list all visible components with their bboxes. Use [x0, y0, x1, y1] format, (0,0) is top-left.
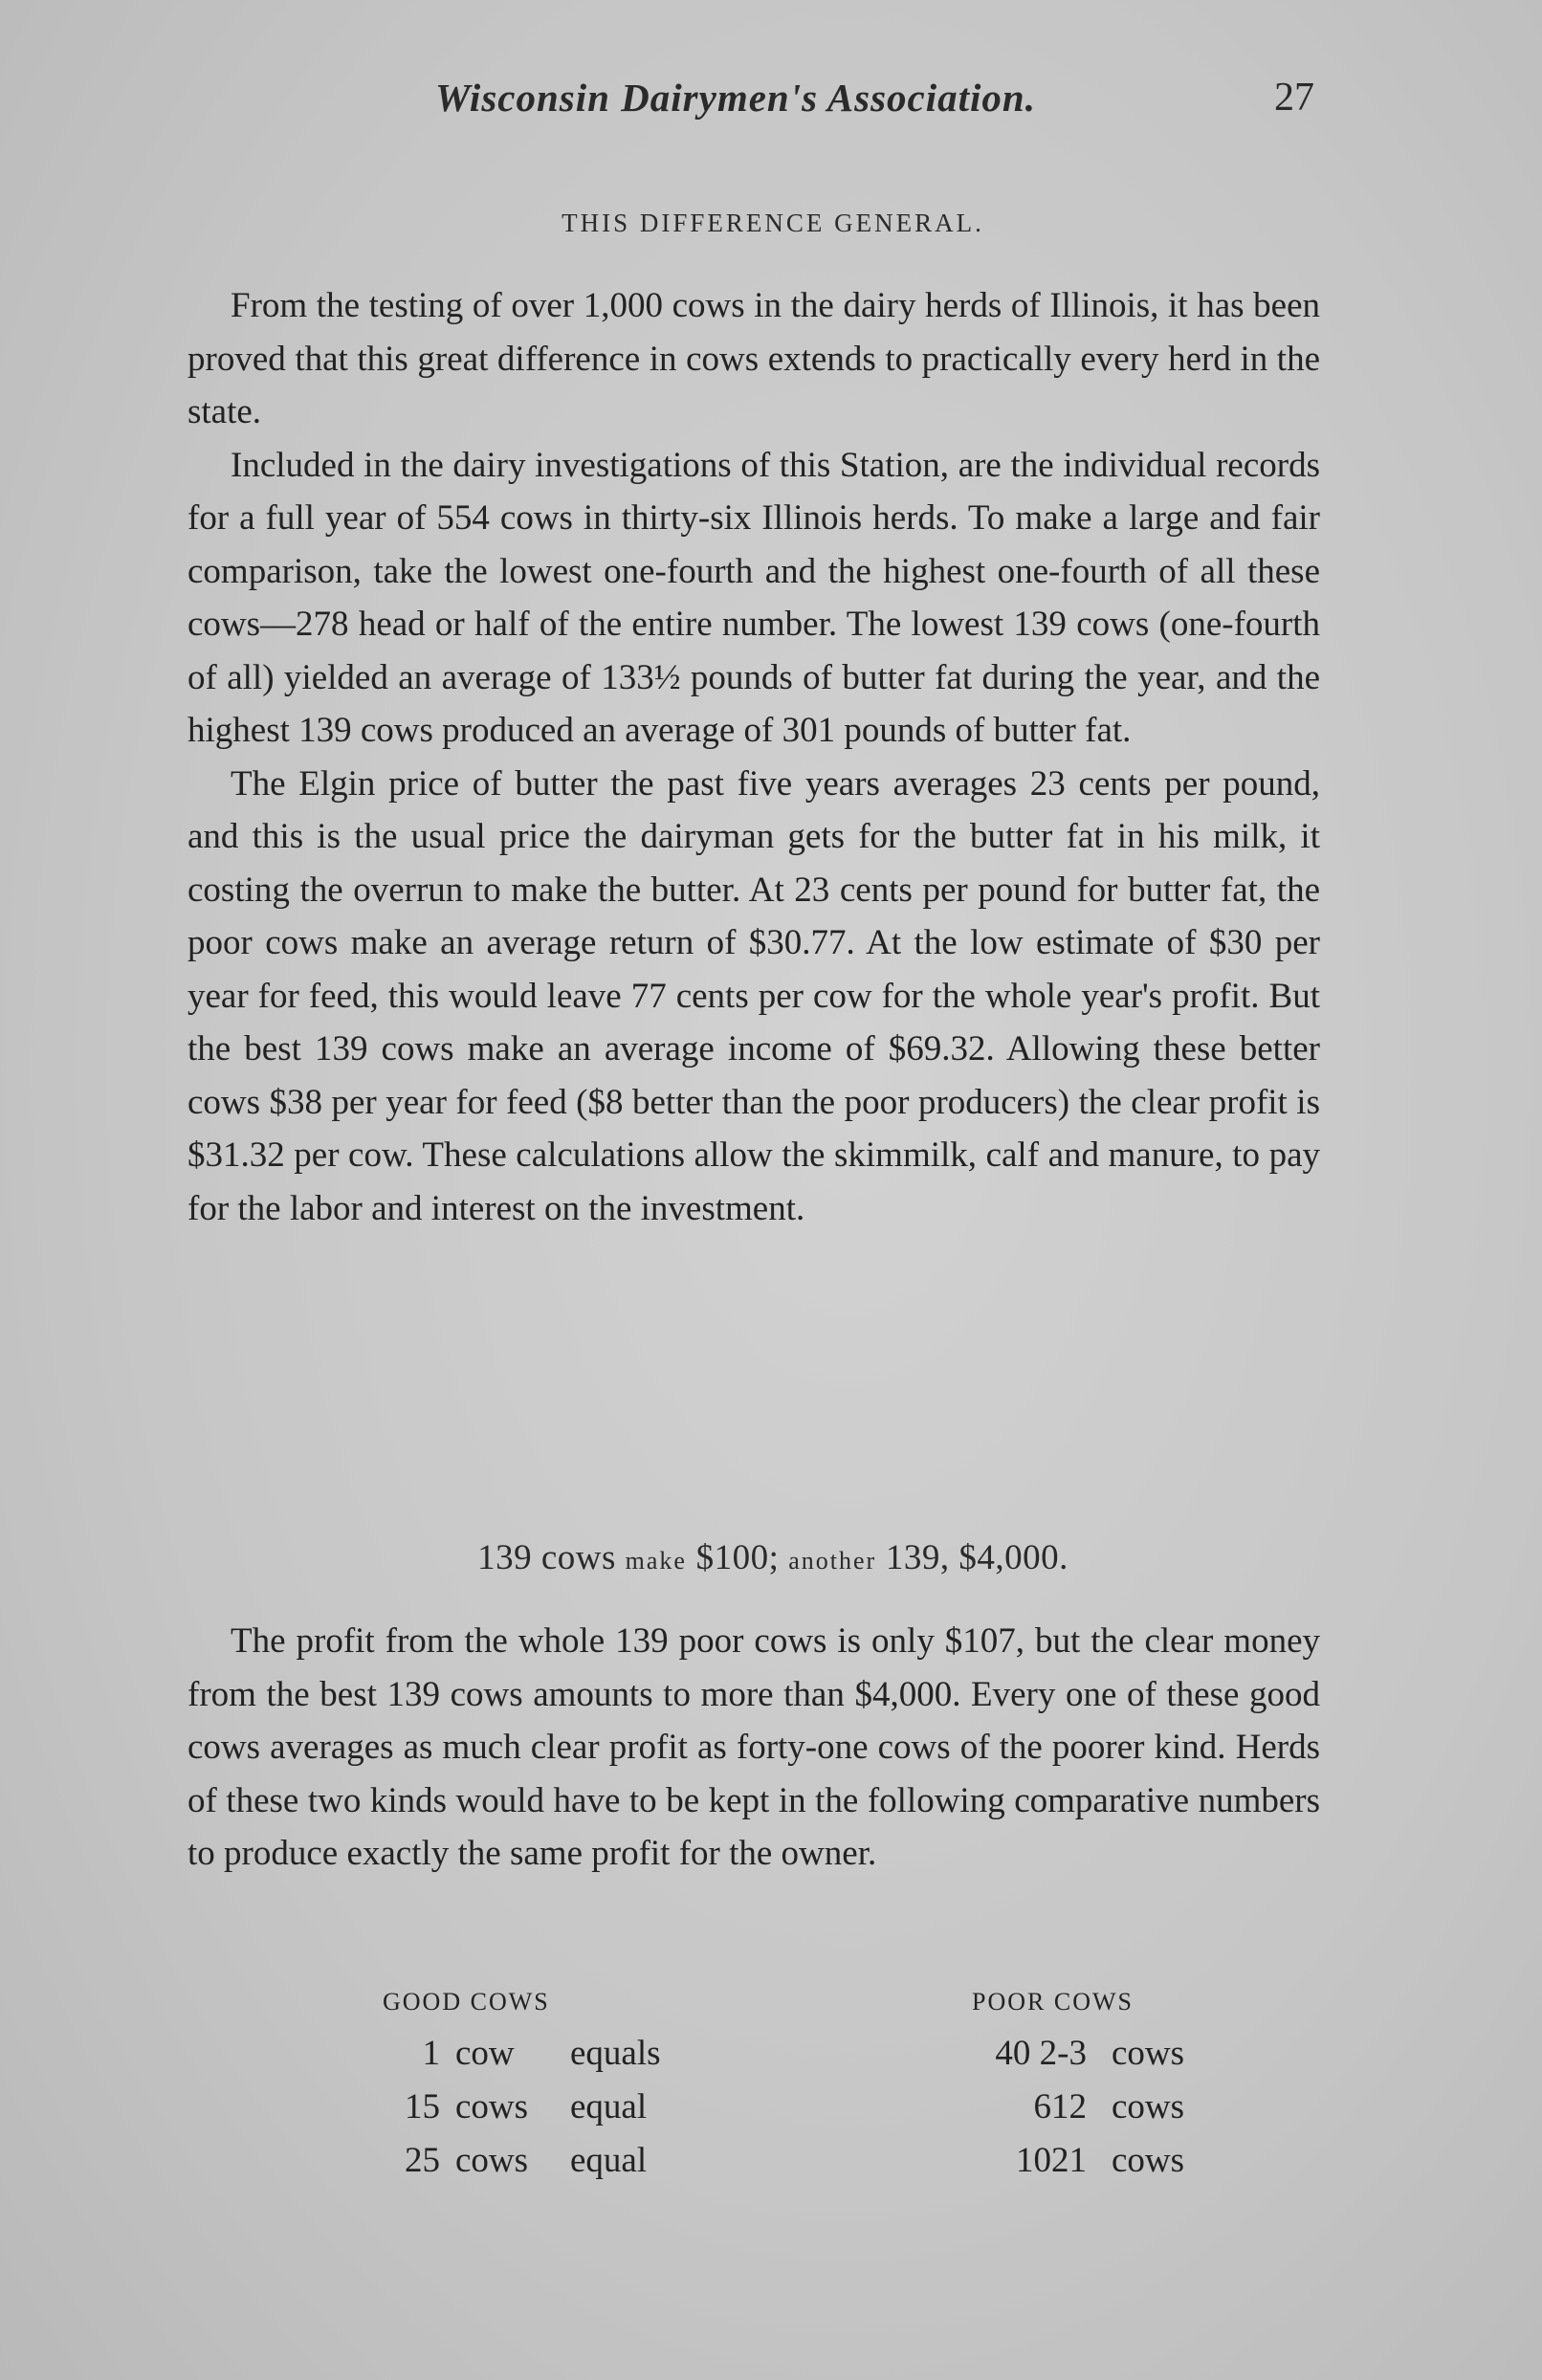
- good-count: 15: [405, 2086, 440, 2127]
- table-row: [383, 2080, 1184, 2133]
- column-header-poor-cows: POOR COWS: [972, 1988, 1134, 2016]
- table-row: [383, 2026, 1184, 2080]
- section-body-139-cows: [187, 1615, 1320, 1881]
- good-unit: cows: [455, 2140, 529, 2180]
- comparison-table: [383, 1978, 1184, 2187]
- column-header-good-cows: GOOD COWS: [383, 1988, 550, 2016]
- good-unit: cows: [455, 2086, 529, 2127]
- paragraph: The profit from the whole 139 poor cows is only $107, but the clear money from the best 139 cows amounts to more than $4,000. Every one of these good cows averages as much clear profit as forty-one cows of the poorer kind. Herds of these two kinds would have to be kept in the following comparative numbers to produce exactly the same profit for the owner.: [187, 1621, 1320, 1873]
- heading-part: $100;: [686, 1538, 789, 1577]
- paragraph: From the testing of over 1,000 cows in the dairy herds of Illinois, it has been proved that this great difference in cows extends to practically every herd in the state.: [187, 286, 1320, 431]
- good-count: 1: [422, 2033, 440, 2073]
- poor-count: 40 2-3: [995, 2033, 1087, 2073]
- good-unit: cow: [455, 2033, 515, 2073]
- section-heading-139-cows: [0, 1537, 1519, 1578]
- paragraph: Included in the dairy investigations of this Station, are the individual records for a full year of 554 cows in thirty-six Illinois herds. To make a large and fair comparison, take the lowest one-fourth and the highest one-fourth of all these cows—278 head or half of the entire number. The lowest 139 cows (one-fourth of all) yielded an average of 133½ pounds of butter fat during the year, and the highest 139 cows produced an average of 301 pounds of butter fat.: [187, 445, 1320, 750]
- heading-part: 139, $4,000.: [876, 1538, 1068, 1577]
- equals-verb: equal: [570, 2140, 648, 2180]
- poor-unit: cows: [1112, 2086, 1185, 2127]
- page-number: 27: [1274, 76, 1314, 120]
- good-count: 25: [405, 2140, 440, 2180]
- heading-part: 139 cows: [477, 1538, 626, 1577]
- equals-verb: equals: [570, 2033, 661, 2073]
- running-title: Wisconsin Dairymen's Association.: [435, 76, 1036, 120]
- paragraph: The Elgin price of butter the past five years averages 23 cents per pound, and this is the usual price the dairyman gets for the butter fat in his milk, it costing the overrun to make the butter. At 23 cents per pound for butter fat, the poor cows make an average return of $30.77. At the low estimate of $30 per year for feed, this would leave 77 cents per cow for the whole year's profit. But the best 139 cows make an average income of $69.32. Allowing these better cows $38 per year for feed ($8 better than the poor producers) the clear profit is $31.32 per cow. These calculations allow the skimmilk, calf and manure, to pay for the labor and interest on the investment.: [187, 763, 1320, 1228]
- table-row: [383, 2133, 1184, 2187]
- poor-unit: cows: [1112, 2140, 1185, 2180]
- equals-verb: equal: [570, 2086, 648, 2127]
- heading-part-small-caps: another: [788, 1547, 877, 1575]
- poor-count: 612: [1033, 2086, 1087, 2127]
- table-header-row: [383, 1978, 1184, 2026]
- section-body-difference-general: [187, 279, 1320, 1235]
- section-heading-difference-general: THIS DIFFERENCE GENERAL.: [562, 209, 984, 237]
- poor-count: 1021: [1016, 2140, 1087, 2180]
- poor-unit: cows: [1112, 2033, 1185, 2073]
- heading-part-small-caps: make: [625, 1547, 687, 1575]
